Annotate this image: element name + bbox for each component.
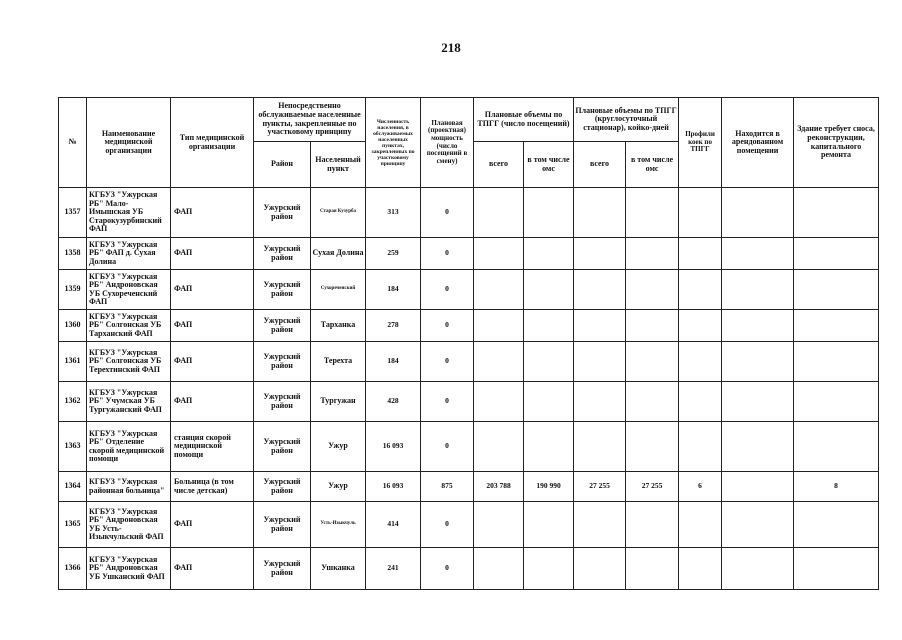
cell-visits-oms <box>524 310 574 342</box>
cell-capacity: 0 <box>421 382 474 422</box>
cell-beds-oms <box>626 502 679 548</box>
cell-capacity: 0 <box>421 548 474 590</box>
cell-name: КГБУЗ "Ужурская РБ" Учумская УБ Тургужанский ФАП <box>87 382 171 422</box>
cell-capacity: 0 <box>421 310 474 342</box>
cell-name: КГБУЗ "Ужурская РБ" Солгонская УБ Тарханский ФАП <box>87 310 171 342</box>
header-population: Численность населения, в обслуживаемых населенных пунктах, закрепленных по участковому принципу <box>366 98 421 188</box>
table-row <box>59 382 879 422</box>
table-row <box>59 502 879 548</box>
header-type: Тип медицинской организации <box>171 98 254 188</box>
cell-visits-total <box>474 548 524 590</box>
cell-rented <box>722 310 794 342</box>
cell-visits-total <box>474 502 524 548</box>
cell-district: Ужурский район <box>254 548 311 590</box>
cell-rented <box>722 382 794 422</box>
table-header <box>59 98 879 188</box>
cell-visits-total <box>474 382 524 422</box>
cell-settlement: Ужур <box>311 422 366 472</box>
cell-district: Ужурский район <box>254 342 311 382</box>
cell-capacity: 0 <box>421 238 474 270</box>
header-visits-total: всего <box>474 142 524 188</box>
cell-demolition <box>794 238 879 270</box>
cell-type: ФАП <box>171 502 254 548</box>
cell-demolition <box>794 342 879 382</box>
header-name: Наименование медицинской организации <box>87 98 171 188</box>
cell-district: Ужурский район <box>254 472 311 502</box>
cell-settlement: Терехта <box>311 342 366 382</box>
header-num: № <box>59 98 87 188</box>
cell-beds-oms <box>626 238 679 270</box>
cell-beds-total <box>574 382 626 422</box>
cell-district: Ужурский район <box>254 310 311 342</box>
cell-capacity: 0 <box>421 502 474 548</box>
cell-settlement: Сухореченский <box>311 270 366 310</box>
cell-type: ФАП <box>171 548 254 590</box>
cell-settlement: Тургужан <box>311 382 366 422</box>
cell-name: КГБУЗ "Ужурская РБ" Отделение скорой медицинской помощи <box>87 422 171 472</box>
header-bed-profiles: Профили коек по ТПГГ <box>679 98 722 188</box>
cell-visits-total <box>474 188 524 238</box>
cell-num: 1362 <box>59 382 87 422</box>
cell-settlement: Сухая Долина <box>311 238 366 270</box>
cell-rented <box>722 270 794 310</box>
cell-type: Больница (в том числе детская) <box>171 472 254 502</box>
cell-visits-total <box>474 270 524 310</box>
cell-population: 184 <box>366 270 421 310</box>
cell-population: 278 <box>366 310 421 342</box>
cell-settlement: Ушканка <box>311 548 366 590</box>
cell-bed-profiles: 6 <box>679 472 722 502</box>
table-row <box>59 188 879 238</box>
cell-district: Ужурский район <box>254 382 311 422</box>
cell-rented <box>722 502 794 548</box>
cell-name: КГБУЗ "Ужурская РБ" ФАП д. Сухая Долина <box>87 238 171 270</box>
cell-num: 1357 <box>59 188 87 238</box>
table-row <box>59 422 879 472</box>
cell-population: 16 093 <box>366 422 421 472</box>
cell-capacity: 0 <box>421 422 474 472</box>
cell-visits-oms <box>524 422 574 472</box>
cell-settlement: Усть-Изыкчуль <box>311 502 366 548</box>
cell-visits-oms <box>524 342 574 382</box>
cell-district: Ужурский район <box>254 502 311 548</box>
cell-num: 1358 <box>59 238 87 270</box>
cell-population: 16 093 <box>366 472 421 502</box>
cell-num: 1364 <box>59 472 87 502</box>
cell-bed-profiles <box>679 310 722 342</box>
cell-rented <box>722 342 794 382</box>
cell-visits-oms: 190 990 <box>524 472 574 502</box>
cell-settlement: Тарханка <box>311 310 366 342</box>
cell-settlement: Старая Кузурба <box>311 188 366 238</box>
header-rented: Находится в арендованном помещении <box>722 98 794 188</box>
cell-capacity: 875 <box>421 472 474 502</box>
cell-rented <box>722 188 794 238</box>
cell-num: 1366 <box>59 548 87 590</box>
cell-beds-oms <box>626 548 679 590</box>
cell-bed-profiles <box>679 270 722 310</box>
cell-capacity: 0 <box>421 188 474 238</box>
table-row <box>59 310 879 342</box>
cell-beds-total <box>574 270 626 310</box>
cell-bed-profiles <box>679 422 722 472</box>
cell-bed-profiles <box>679 342 722 382</box>
cell-beds-total <box>574 342 626 382</box>
cell-visits-oms <box>524 382 574 422</box>
cell-visits-oms <box>524 188 574 238</box>
header-settlement: Населенный пункт <box>311 142 366 188</box>
table-row <box>59 270 879 310</box>
facilities-table <box>58 97 879 590</box>
cell-beds-total <box>574 188 626 238</box>
cell-visits-total <box>474 238 524 270</box>
cell-name: КГБУЗ "Ужурская РБ" Мало-Имышская УБ Старокузурбинский ФАП <box>87 188 171 238</box>
cell-num: 1361 <box>59 342 87 382</box>
table-row <box>59 342 879 382</box>
cell-bed-profiles <box>679 548 722 590</box>
cell-beds-total: 27 255 <box>574 472 626 502</box>
cell-beds-total <box>574 238 626 270</box>
cell-population: 428 <box>366 382 421 422</box>
header-beds-total: всего <box>574 142 626 188</box>
cell-beds-oms <box>626 422 679 472</box>
header-beds-group: Плановые объемы по ТПГГ (круглосуточный стационар), койко-дней <box>574 98 679 142</box>
cell-visits-oms <box>524 270 574 310</box>
cell-demolition: 8 <box>794 472 879 502</box>
cell-type: ФАП <box>171 382 254 422</box>
cell-demolition <box>794 270 879 310</box>
cell-population: 184 <box>366 342 421 382</box>
cell-visits-oms <box>524 548 574 590</box>
cell-rented <box>722 472 794 502</box>
cell-name: КГБУЗ "Ужурская РБ" Андроновская УБ Усть-Изыкчульский ФАП <box>87 502 171 548</box>
cell-type: ФАП <box>171 310 254 342</box>
cell-rented <box>722 548 794 590</box>
table-row <box>59 238 879 270</box>
cell-capacity: 0 <box>421 342 474 382</box>
cell-beds-oms <box>626 342 679 382</box>
cell-visits-total <box>474 310 524 342</box>
cell-demolition <box>794 502 879 548</box>
cell-visits-oms <box>524 502 574 548</box>
cell-beds-oms <box>626 188 679 238</box>
header-district: Район <box>254 142 311 188</box>
cell-beds-total <box>574 548 626 590</box>
cell-demolition <box>794 188 879 238</box>
cell-num: 1359 <box>59 270 87 310</box>
cell-num: 1360 <box>59 310 87 342</box>
header-visits-oms: в том числе омс <box>524 142 574 188</box>
table-row <box>59 548 879 590</box>
cell-name: КГБУЗ "Ужурская РБ" Андроновская УБ Ушканский ФАП <box>87 548 171 590</box>
cell-beds-total <box>574 502 626 548</box>
cell-type: ФАП <box>171 238 254 270</box>
cell-bed-profiles <box>679 188 722 238</box>
cell-beds-oms <box>626 270 679 310</box>
cell-settlement: Ужур <box>311 472 366 502</box>
header-beds-oms: в том числе омс <box>626 142 679 188</box>
cell-capacity: 0 <box>421 270 474 310</box>
cell-population: 259 <box>366 238 421 270</box>
cell-visits-total <box>474 342 524 382</box>
cell-district: Ужурский район <box>254 422 311 472</box>
header-visits-group: Плановые объемы по ТПГГ (число посещений) <box>474 98 574 142</box>
cell-rented <box>722 422 794 472</box>
cell-name: КГБУЗ "Ужурская районная больница" <box>87 472 171 502</box>
header-capacity: Плановая (проектная) мощность (число посещений в смену) <box>421 98 474 188</box>
cell-beds-oms: 27 255 <box>626 472 679 502</box>
cell-district: Ужурский район <box>254 238 311 270</box>
cell-district: Ужурский район <box>254 188 311 238</box>
cell-beds-total <box>574 422 626 472</box>
cell-rented <box>722 238 794 270</box>
cell-demolition <box>794 310 879 342</box>
cell-district: Ужурский район <box>254 270 311 310</box>
cell-type: ФАП <box>171 270 254 310</box>
header-demolition: Здание требует сноса, реконструкции, капитального ремонта <box>794 98 879 188</box>
cell-num: 1365 <box>59 502 87 548</box>
cell-demolition <box>794 422 879 472</box>
cell-visits-total: 203 788 <box>474 472 524 502</box>
cell-demolition <box>794 382 879 422</box>
cell-bed-profiles <box>679 382 722 422</box>
cell-beds-oms <box>626 310 679 342</box>
cell-beds-total <box>574 310 626 342</box>
cell-name: КГБУЗ "Ужурская РБ" Солгонская УБ Терехтинский ФАП <box>87 342 171 382</box>
cell-demolition <box>794 548 879 590</box>
table-body <box>59 188 879 590</box>
cell-population: 313 <box>366 188 421 238</box>
table-row <box>59 472 879 502</box>
cell-num: 1363 <box>59 422 87 472</box>
cell-type: ФАП <box>171 342 254 382</box>
page-number: 218 <box>441 40 461 55</box>
cell-type: станция скорой медицинской помощи <box>171 422 254 472</box>
cell-bed-profiles <box>679 238 722 270</box>
header-settlements-group: Непосредственно обслуживаемые населенные пункты, закрепленные по участковому принципу <box>254 98 366 142</box>
cell-visits-oms <box>524 238 574 270</box>
cell-population: 414 <box>366 502 421 548</box>
cell-visits-total <box>474 422 524 472</box>
cell-population: 241 <box>366 548 421 590</box>
cell-beds-oms <box>626 382 679 422</box>
cell-type: ФАП <box>171 188 254 238</box>
cell-bed-profiles <box>679 502 722 548</box>
cell-name: КГБУЗ "Ужурская РБ" Андроновская УБ Сухореченский ФАП <box>87 270 171 310</box>
